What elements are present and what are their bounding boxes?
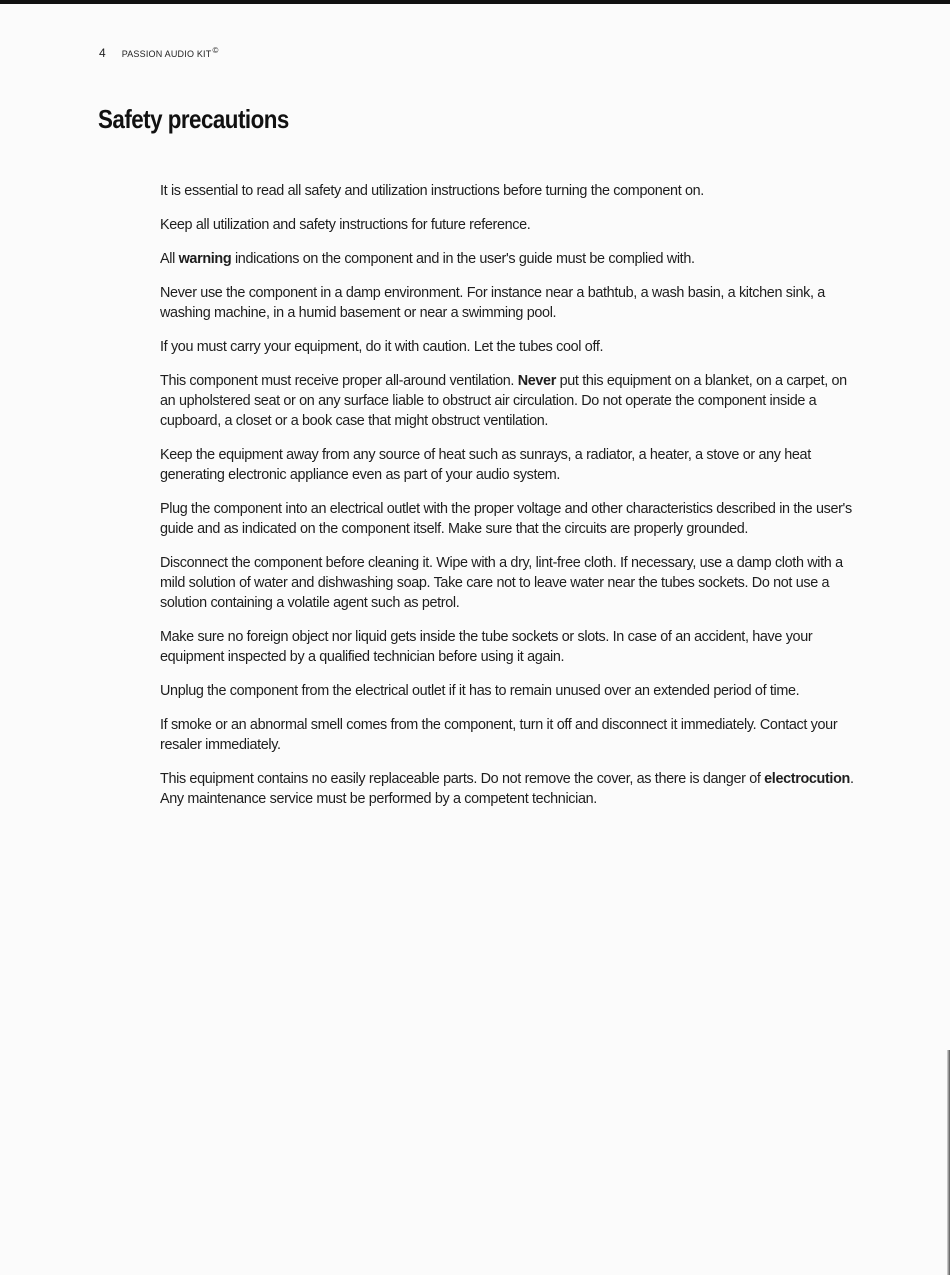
paragraph-text: Unplug the component from the electrical outlet if it has to remain unused over an extended period of time. (160, 683, 800, 699)
emphasis-text: electrocution (764, 771, 850, 787)
safety-paragraph (160, 371, 860, 431)
paragraph-text: Never use the component in a damp environment. For instance near a bathtub, a wash basin, a kitchen sink, a washing machine, in a humid basement or near a swimming pool. (160, 285, 825, 321)
header-title-text: PASSION AUDIO KIT (121, 49, 212, 59)
safety-paragraph (160, 715, 860, 755)
paragraph-text: Make sure no foreign object nor liquid gets inside the tube sockets or slots. In case of an accident, have your equipment inspected by a qualified technician before using it again. (160, 629, 813, 665)
paragraph-text: If you must carry your equipment, do it with caution. Let the tubes cool off. (160, 339, 604, 355)
paragraph-text: indications on the component and in the user's guide must be complied with. (231, 251, 695, 267)
emphasis-text: Never (517, 373, 556, 389)
paragraph-text: This component must receive proper all-around ventilation. (160, 373, 518, 389)
safety-paragraph (160, 283, 860, 323)
copyright-symbol: © (212, 46, 219, 55)
page-top-edge (0, 0, 950, 4)
body-text (160, 181, 860, 823)
safety-paragraph (160, 681, 860, 701)
header-title (122, 46, 219, 59)
paragraph-text: All (160, 251, 179, 267)
safety-paragraph (160, 769, 860, 809)
safety-paragraph (160, 337, 860, 357)
running-header (99, 46, 219, 62)
paragraph-text: . Any maintenance service must be performed by a competent technician. (160, 771, 854, 807)
safety-paragraph (160, 181, 860, 201)
emphasis-text: warning (178, 251, 232, 267)
safety-paragraph (160, 249, 860, 269)
safety-paragraph (160, 215, 860, 235)
safety-paragraph (160, 445, 860, 485)
paragraph-text: put this equipment on a blanket, on a carpet, on an upholstered seat or on any surface liable to obstruct air circulation. Do not operate the component inside a cupboard, a closet or a book case that might obstruct ventilation. (160, 373, 847, 429)
safety-paragraph (160, 627, 860, 667)
safety-paragraph (160, 499, 860, 539)
page-number: 4 (99, 46, 106, 60)
safety-paragraph (160, 553, 860, 613)
paragraph-text: Plug the component into an electrical outlet with the proper voltage and other characteristics described in the user's guide and as indicated on the component itself. Make sure that the circuits are properly grounded. (160, 501, 852, 537)
paragraph-text: If smoke or an abnormal smell comes from the component, turn it off and disconnect it immediately. Contact your resaler immediately. (160, 717, 838, 753)
paragraph-text: Keep all utilization and safety instructions for future reference. (160, 217, 531, 233)
paragraph-text: This equipment contains no easily replaceable parts. Do not remove the cover, as there is danger of (160, 771, 765, 787)
section-title: Safety precautions (98, 104, 289, 134)
paragraph-text: Keep the equipment away from any source of heat such as sunrays, a radiator, a heater, a stove or any heat generating electronic appliance even as part of your audio system. (160, 447, 811, 483)
paragraph-text: It is essential to read all safety and utilization instructions before turning the component on. (160, 183, 704, 199)
paragraph-text: Disconnect the component before cleaning it. Wipe with a dry, lint-free cloth. If necessary, use a damp cloth with a mild solution of water and dishwashing soap. Take care not to leave water near the tubes sockets. Do not use a solution containing a volatile agent such as petrol. (160, 555, 843, 611)
